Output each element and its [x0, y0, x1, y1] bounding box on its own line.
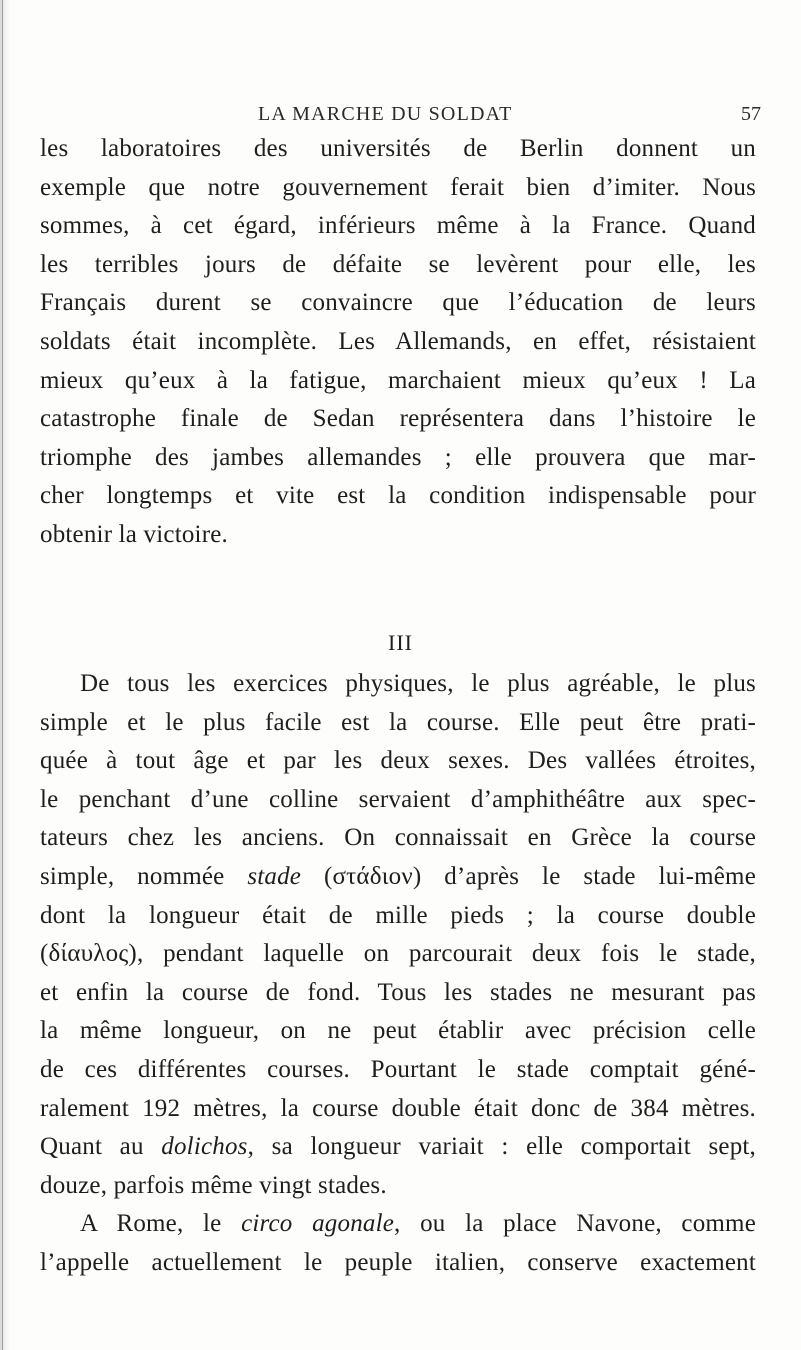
- running-header-title: LA MARCHE DU SOLDAT: [258, 103, 513, 125]
- text-line-stade: [40, 858, 756, 897]
- text-line: le penchant d’une colline servaient d’amphithéâtre aux spec-: [40, 785, 756, 813]
- text-line: soldats était incomplète. Les Allemands, en effet, résistaient: [40, 327, 756, 355]
- text-run: Quant au: [40, 1133, 162, 1161]
- text-line: catastrophe finale de Sedan représentera dans l’histoire le: [40, 405, 756, 433]
- text-line: De tous les exercices physiques, le plus agréable, le plus: [80, 670, 756, 697]
- text-line: mieux qu’eux à la fatigue, marchaient mieux qu’eux ! La: [40, 366, 756, 394]
- text-line: simple et le plus facile est la course. Elle peut être prati-: [40, 708, 756, 736]
- text-line: cher longtemps et vite est la condition indispensable pour: [40, 482, 756, 510]
- text-line: quée à tout âge et par les deux sexes. Des vallées étroites,: [40, 747, 756, 775]
- italic-term-stade: stade: [247, 862, 302, 890]
- text-line: les laboratoires des universités de Berlin donnent un: [40, 135, 756, 162]
- text-run: , sa longueur variait : elle comportait sept,: [247, 1133, 756, 1161]
- text-line-circo: [40, 1205, 756, 1244]
- text-run: simple, nommée: [40, 862, 248, 890]
- paragraph-continuation: [40, 130, 756, 555]
- page-edge-line: [2, 0, 3, 1350]
- text-line: les terribles jours de défaite se levèrent pour elle, les: [40, 250, 756, 278]
- section-number: III: [388, 630, 413, 655]
- text-line: exemple que notre gouvernement ferait bien d’imiter. Nous: [40, 173, 756, 201]
- italic-term-dolichos: dolichos: [161, 1133, 248, 1161]
- text-line: Français durent se convaincre que l’éducation de leurs: [40, 289, 756, 317]
- running-header: [0, 103, 801, 129]
- text-line: douze, parfois même vingt stades.: [40, 1171, 387, 1199]
- text-line: obtenir la victoire.: [40, 520, 228, 548]
- text-line: sommes, à cet égard, inférieurs même à la France. Quand: [40, 212, 756, 240]
- text-line: de ces différentes courses. Pourtant le stade comptait géné-: [40, 1055, 756, 1083]
- text-line: triomphe des jambes allemandes ; elle prouvera que mar-: [40, 443, 756, 471]
- text-line: l’appelle actuellement le peuple italien, conserve exactement: [40, 1248, 756, 1276]
- text-run: , ou la place Navone, comme: [394, 1210, 756, 1238]
- text-line: la même longueur, on ne peut établir avec précision celle: [40, 1017, 756, 1045]
- text-run: A Rome, le: [80, 1210, 242, 1238]
- text-line: ralement 192 mètres, la course double était donc de 384 mètres.: [40, 1094, 756, 1122]
- italic-term-circo-agonale: circo agonale: [241, 1210, 395, 1238]
- paragraph-course: [40, 665, 756, 1283]
- text-line: dont la longueur était de mille pieds ; la course double: [40, 901, 756, 929]
- text-line: et enfin la course de fond. Tous les stades ne mesurant pas: [40, 978, 756, 1006]
- text-line: tateurs chez les anciens. On connaissait en Grèce la course: [40, 824, 756, 852]
- text-run: (στάδιον) d’après le stade lui-même: [301, 862, 756, 890]
- page-number: 57: [741, 103, 761, 125]
- text-line-dolichos: [40, 1128, 756, 1167]
- text-line: (δίαυλος), pendant laquelle on parcourait deux fois le stade,: [40, 940, 756, 968]
